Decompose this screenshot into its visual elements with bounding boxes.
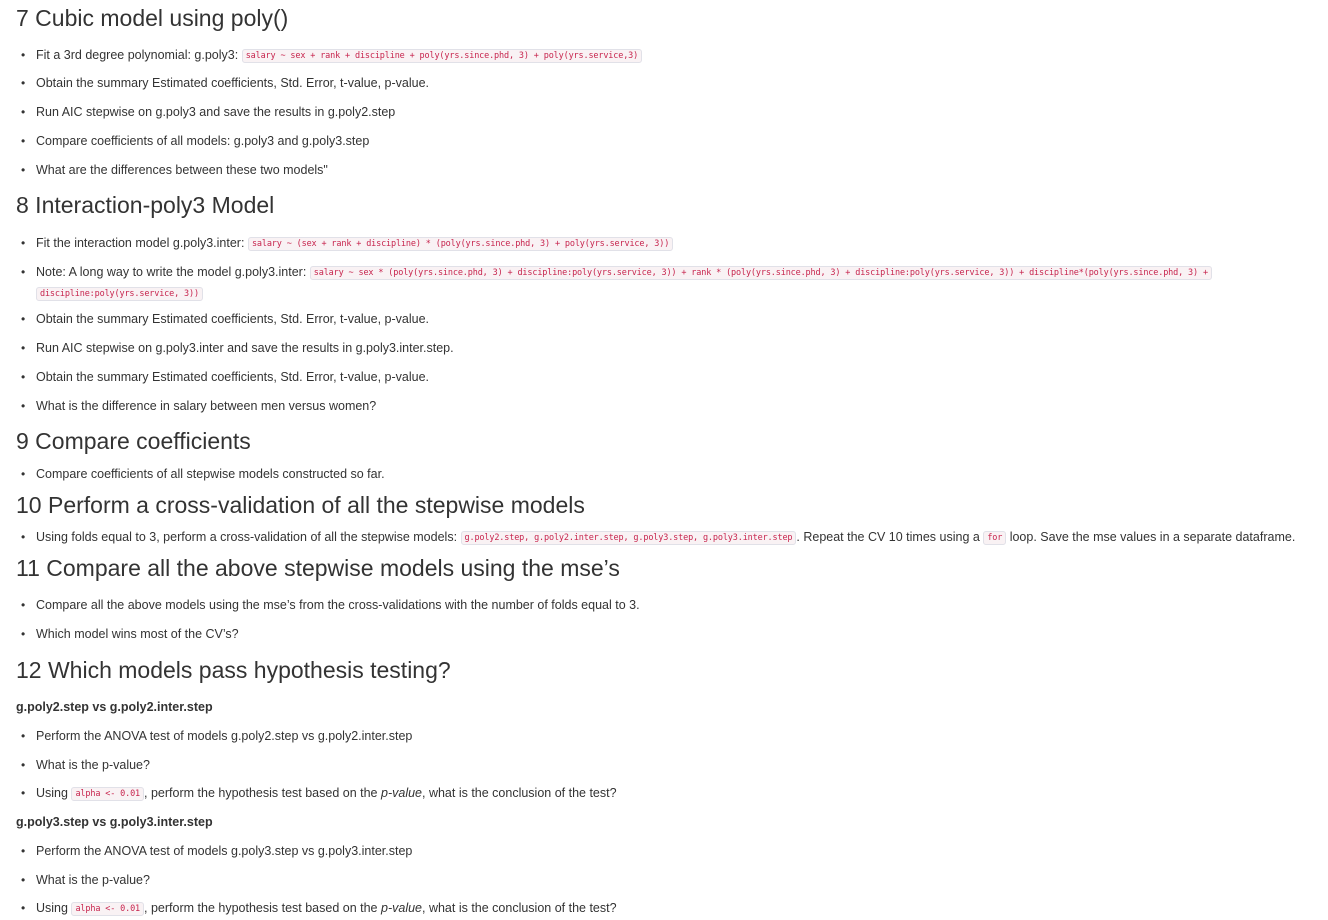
item-text: , what is the conclusion of the test? [422, 786, 617, 800]
list-item [16, 842, 412, 860]
item-text: Fit a 3rd degree polynomial: g.poly3: [36, 48, 239, 62]
inline-code: salary ~ sex * (poly(yrs.since.phd, 3) + discipline:poly(yrs.service, 3)) + rank * (poly(yrs.since.phd, 3) + discipline:poly(yrs.service, 3)) + discipline*(poly(yrs.since.phd, 3) + [310, 266, 1212, 280]
subsection-heading: g.poly2.step vs g.poly2.inter.step [16, 700, 213, 714]
item-text: Obtain the summary Estimated coefficients, Std. Error, t-value, p-value. [36, 370, 429, 384]
inline-code: alpha <- 0.01 [71, 787, 144, 801]
item-text: Compare all the above models using the mse’s from the cross-validations with the number of folds equal to 3. [36, 598, 640, 612]
item-text: Compare coefficients of all models: g.poly3 and g.poly3.step [36, 134, 370, 148]
section-9-heading: 9 Compare coefficients [16, 428, 251, 454]
list-item [16, 756, 150, 774]
bullet-icon: • [21, 265, 26, 279]
bullet-icon: • [21, 873, 26, 887]
list-item [16, 784, 617, 803]
bullet-icon: • [21, 341, 26, 355]
item-text: , perform the hypothesis test based on the [144, 786, 378, 800]
item-text: Fit the interaction model g.poly3.inter: [36, 236, 245, 250]
section-11-heading: 11 Compare all the above stepwise models using the mse’s [16, 555, 620, 581]
item-text: What is the p-value? [36, 758, 150, 772]
list-item [16, 528, 1295, 547]
inline-code: salary ~ sex + rank + discipline + poly(yrs.since.phd, 3) + poly(yrs.service,3) [242, 49, 642, 63]
list-item [16, 74, 429, 92]
list-item [16, 596, 640, 614]
list-item [16, 871, 150, 889]
list-item [16, 899, 617, 918]
subsection-heading: g.poly3.step vs g.poly3.inter.step [16, 815, 213, 829]
item-text: Using [36, 786, 68, 800]
item-text: , perform the hypothesis test based on the [144, 901, 378, 915]
bullet-icon: • [21, 844, 26, 858]
list-item [16, 234, 673, 253]
list-item [16, 397, 376, 415]
list-item [16, 161, 328, 179]
item-text: Run AIC stepwise on g.poly3.inter and save the results in g.poly3.inter.step. [36, 341, 454, 355]
emphasis-text: p-value [381, 786, 422, 800]
list-item [16, 339, 454, 357]
item-text: Which model wins most of the CV’s? [36, 627, 239, 641]
section-7-heading: 7 Cubic model using poly() [16, 5, 289, 31]
bullet-icon: • [21, 627, 26, 641]
bullet-icon: • [21, 105, 26, 119]
item-text: What are the differences between these two models" [36, 163, 328, 177]
item-text: Perform the ANOVA test of models g.poly2.step vs g.poly2.inter.step [36, 729, 413, 743]
bullet-icon: • [21, 598, 26, 612]
item-text: Note: A long way to write the model g.poly3.inter: [36, 265, 307, 279]
bullet-icon: • [21, 901, 26, 915]
bullet-icon: • [21, 729, 26, 743]
bullet-icon: • [21, 758, 26, 772]
list-item [16, 310, 429, 328]
bullet-icon: • [21, 530, 26, 544]
inline-code: discipline:poly(yrs.service, 3)) [36, 287, 203, 301]
item-text: What is the difference in salary between men versus women? [36, 399, 377, 413]
list-item [16, 368, 429, 386]
list-item [16, 103, 395, 121]
item-text: Compare coefficients of all stepwise models constructed so far. [36, 467, 385, 481]
bullet-icon: • [21, 370, 26, 384]
bullet-icon: • [21, 236, 26, 250]
item-text: loop. Save the mse values in a separate dataframe. [1009, 530, 1296, 544]
item-text: , what is the conclusion of the test? [422, 901, 617, 915]
bullet-icon: • [21, 467, 26, 481]
item-text: Using folds equal to 3, perform a cross-validation of all the stepwise models: [36, 530, 458, 544]
bullet-icon: • [21, 163, 26, 177]
item-text: Run AIC stepwise on g.poly3 and save the results in g.poly2.step [36, 105, 396, 119]
inline-code: alpha <- 0.01 [71, 902, 144, 916]
inline-code: salary ~ (sex + rank + discipline) * (poly(yrs.since.phd, 3) + poly(yrs.service, 3)) [248, 237, 673, 251]
item-text: Obtain the summary Estimated coefficients, Std. Error, t-value, p-value. [36, 76, 429, 90]
inline-code: g.poly2.step, g.poly2.inter.step, g.poly3.step, g.poly3.inter.step [461, 531, 797, 545]
bullet-icon: • [21, 134, 26, 148]
inline-code: for [983, 531, 1006, 545]
section-12-heading: 12 Which models pass hypothesis testing? [16, 657, 451, 683]
list-item [16, 132, 369, 150]
item-text: Perform the ANOVA test of models g.poly3.step vs g.poly3.inter.step [36, 844, 413, 858]
list-item [16, 625, 239, 643]
list-item [16, 727, 412, 745]
bullet-icon: • [21, 312, 26, 326]
emphasis-text: p-value [381, 901, 422, 915]
list-item [16, 465, 385, 483]
bullet-icon: • [21, 48, 26, 62]
item-text: . Repeat the CV 10 times using a [796, 530, 980, 544]
item-text: Using [36, 901, 68, 915]
bullet-icon: • [21, 399, 26, 413]
section-10-heading: 10 Perform a cross-validation of all the stepwise models [16, 492, 585, 518]
item-text: Obtain the summary Estimated coefficients, Std. Error, t-value, p-value. [36, 312, 429, 326]
list-item [16, 262, 1316, 304]
bullet-icon: • [21, 786, 26, 800]
item-text: What is the p-value? [36, 873, 150, 887]
bullet-icon: • [21, 76, 26, 90]
section-8-heading: 8 Interaction-poly3 Model [16, 192, 275, 218]
list-item [16, 46, 642, 65]
